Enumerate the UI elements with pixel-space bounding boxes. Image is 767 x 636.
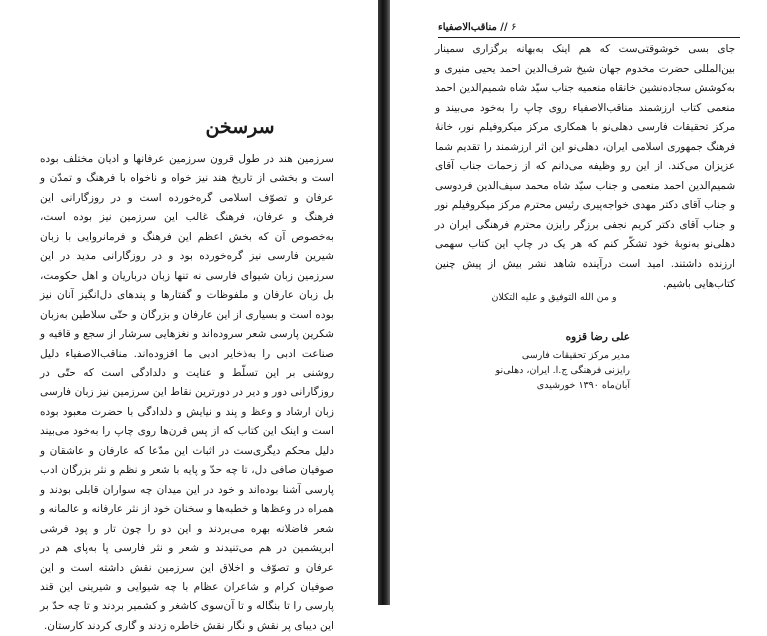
section-title: سرسخن xyxy=(205,116,275,138)
signature-block xyxy=(430,330,630,393)
header-separator: // xyxy=(496,22,508,33)
signature-line-2: رایزنی فرهنگی ج.ا. ایران، دهلی‌نو xyxy=(495,365,630,376)
running-header-title: مناقب‌الاصفیاء xyxy=(438,22,497,33)
left-body-text: سرزمین هند در طول قرون سرزمین عرفانها و ادیان مختلف بوده است و بخشی از تاریخ هند نیز خواه و ناخواه با فرهنگ و تمدّن و عرفان و تصوّف اسلامی گره‌خورده است و در روزگارانی این فرهنگ و عرفان، فرهنگ غالب این سرزمین نیز بوده است، به‌خصوص آن که بخش اعظم این فرهنگ و فرمانروایی با زبان شیرین فارسی نیز گره‌خورده بود و در روزگارانی مدید در این سرزمین زبان شیوای فارسی نه تنها زبان درباریان و اهل حکومت، بل زبان عارفان و ملفوظات و گفتارها و پندهای دل‌انگیز آنان نیز بوده است و بسیاری از این عارفان و بزرگان و حتّی سلاطین به‌زبان شکرین پارسی شعر سروده‌اند و نغزهایی سرشار از سجع و قافیه و صناعت ادبی را به‌ذخایر ادبی ما افزوده‌اند. مناقب‌الاصفیاء دلیل روشنی بر این تسلّط و عنایت و دلدادگی است که حتّی در روزگارانی دور و دیر در دورترین نقاط این سرزمین نیز زبان فارسی زبان ارشاد و وعظ و پند و نیایش و دلدادگی با حضرت معبود بوده است و اینک این کتاب که از پس قرن‌ها روی چاپ را به‌خود می‌بیند دلیل محکم دیگری‌ست در اثبات این مدّعا که عارفان و عاشقان و صوفیان صافی دل، تا چه حدّ و پایه با شعر و نظم و نثر بزرگان ادب پارسی آشنا بوده‌اند و خود در این میدان چه سواران قابلی بودند و همراه در وعظ‌ها و خطبه‌ها و سخنان خود از نثر عارفانه و عالمانه و شعر فاضلانه بهره می‌بردند و این دو را چون تار و پود فرشی ابریشمین در هم می‌تنیدند و شعر و نثر فارسی پا به‌پای هم در عرفان و تصوّف و اخلاق این سرزمین نقش داشته است و این صوفیان کرام و شاعران عظام با چه شیوایی و شیرینی این قند پارسی را تا بنگاله و تا آن‌سوی کاشغر و کشمیر بردند و تا چه حدّ بر این دیبای پر نقش و نگار نقش خاطره زدند و گاری کردند کارستان. xyxy=(40,153,334,632)
right-page xyxy=(390,0,767,605)
signature-line-3: آبان‌ماه ۱۳۹۰ خورشیدی xyxy=(536,380,630,391)
running-header xyxy=(438,22,740,38)
closing-line: و من الله التوفیق و علیه التکلان xyxy=(491,292,617,303)
book-gutter xyxy=(378,0,390,605)
page-number: ۶ xyxy=(511,22,517,33)
left-page xyxy=(0,0,378,632)
right-body-text: جای بسی خوشوقتی‌ست که هم اینک به‌بهانه برگزاری سمینار بین‌المللی حضرت مخدوم جهان شیخ شرف‌الدین احمد یحیی منیری و به‌کوشش سجاده‌نشین خانقاه منعمیه جناب سیّد شاه شمیم‌الدین احمد منعمی کتاب ارزشمند مناقب‌الاصفیاء روی چاپ را به‌خود می‌بیند و مرکز تحقیقات فارسی دهلی‌نو با همکاری مرکز میکروفیلم نور، خانهٔ فرهنگ جمهوری اسلامی ایران، دهلی‌نو این اثر ارزشمند را تقدیم شما عزیزان می‌کند. از این رو وظیفه می‌دانم که از زحمات جناب آقای شمیم‌الدین احمد منعمی و جناب سیّد شاه محمد سیف‌الدین فردوسی و جناب آقای دکتر مهدی خواجه‌پیری رئیس محترم مرکز میکروفیلم نور و جناب آقای دکتر کریم نجفی برزگر رایزن محترم فرهنگی ایران در دهلی‌نو به‌نوبهٔ خود تشکّر کنم که هر یک در چاپ این کتاب سهمی ارزنده داشتند. امید است درآینده شاهد نشر بیش از پیش چنین کتاب‌هایی باشیم. xyxy=(435,43,735,290)
signature-name: علی رضا قزوه xyxy=(565,331,630,343)
signature-line-1: مدیر مرکز تحقیقات فارسی xyxy=(521,350,630,361)
